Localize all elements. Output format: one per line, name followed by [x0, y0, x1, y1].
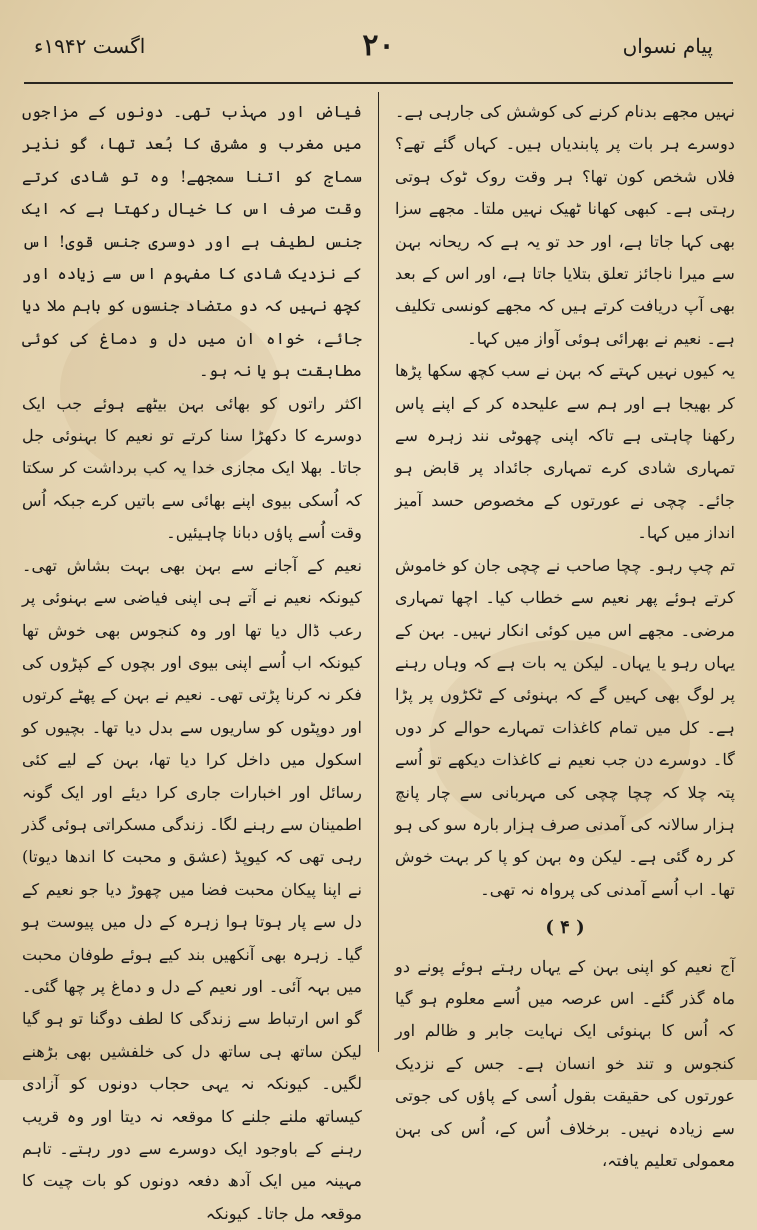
page-number: ۲۰ [362, 28, 395, 63]
paragraph: اکثر راتوں کو بھائی بہن بیٹھے ہوئے جب ایک دوسرے کا دکھڑا سنا کرتے تو نعیم کا بہنوئی جل جاتا۔ بھلا ایک مجازی خدا یہ کب برداشت کر سکتا کہ اُسکی بیوی اپنے بھائی سے باتیں کرے جبکہ اُس وقت اُسے پاؤں دبانا چاہیئیں۔ [22, 393, 362, 543]
paragraph: فیاض اور مہذب تھی۔ دونوں کے مزاجوں میں مغرب و مشرق کا بُعد تھا، گو نذیر سماج کو اتنا سمجھے! وہ تو شادی کرتے وقت صرف اس کا خیال رکھتا ہے کہ ایک جنس لطیف ہے اور دوسری جنس قوی! اس کے نزدیک شادی کا مفہوم اس سے زیادہ اور کچھ نہیں کہ دو متضاد جنسوں کو باہم ملا دیا جائے، خواہ ان میں دل و دماغ کی کوئی مطابقت ہو یا نہ ہو۔ [22, 102, 362, 381]
left-column [22, 96, 362, 1223]
paragraph: نعیم کے آجانے سے بہن بھی بہت بشاش تھی۔ کیونکہ نعیم نے آتے ہی اپنی فیاضی سے بہنوئی پر رعب ڈال دیا تھا اور وہ کنجوس بھی خوش تھا کیونکہ اب اُسے اپنی بیوی اور بچوں کے کپڑوں کی فکر نہ کرنا پڑتی تھی۔ نعیم نے بہن کے پھٹے کرتوں اور دوپٹوں کو ساریوں سے بدل دیا تھا۔ بچیوں کو اسکول میں داخل کرا دیا تھا، بہن کے لیے کئی رسائل اور اخبارات جاری کرا دیئے اور ایک گونہ اطمینان سے رہنے لگا۔ زندگی مسکراتی ہوئی گذر رہی تھی کہ کیوپڈ (عشق و محبت کا اندھا دیوتا) نے اپنا پیکان محبت فضا میں چھوڑ دیا جو نعیم کے دل سے پار ہوتا ہوا زہرہ کے دل میں پیوست ہو گیا۔ زہرہ بھی آنکھیں بند کیے ہوئے طوفان محبت میں بہہ آئی۔ اور نعیم کے دل و دماغ پر چھا گئی۔ گو اس ارتباط سے زندگی کا لطف دوگنا تو ہو گیا لیکن ساتھ ہی ساتھ دل کی خلفشیں بھی بڑھنے لگیں۔ کیونکہ نہ یہی حجاب دونوں کو آزادی کیساتھ ملنے جلنے کا موقعہ نہ دیتا اور وہ قریب رہنے کے باوجود ایک دوسرے سے دور رہتے۔ تاہم مہینہ میں ایک آدھ دفعہ دونوں کو بات چیت کا موقعہ مل جاتا۔ کیونکہ [22, 555, 362, 1223]
paragraph: آج نعیم کو اپنی بہن کے یہاں رہتے ہوئے پونے دو ماہ گذر گئے۔ اس عرصہ میں اُسے معلوم ہو گیا کہ اُس کا بہنوئی ایک نہایت جابر و ظالم اور کنجوس و تند خو انسان ہے۔ جس کے نزدیک عورتوں کی حقیقت بقول اُسی کے پاؤں کی جوتی سے زیادہ نہیں۔ برخلاف اُس کے، اُس کی بہن معمولی تعلیم یافتہ، [395, 956, 735, 1170]
header-rule [24, 82, 733, 84]
paragraph: تم چپ رہو۔ چچا صاحب نے چچی جان کو خاموش کرتے ہوئے پھر نعیم سے خطاب کیا۔ اچھا تمہاری مرضی۔ مجھے اس میں کوئی انکار نہیں۔ بہن کے یہاں رہو یا یہاں۔ لیکن یہ بات ہے کہ وہاں رہنے پر لوگ بھی کہیں گے کہ بہنوئی کے ٹکڑوں پر پڑا ہے۔ کل میں تمام کاغذات تمہارے حوالے کر دوں گا۔ دوسرے دن جب نعیم نے کاغذات دیکھے تو اُسے پتہ چلا کہ چچا چچی کی مہربانی سے چار پانچ ہزار سالانہ کی آمدنی صرف ہزار بارہ سو کی ہو کر رہ گئی ہے۔ لیکن وہ بہن کو پا کر بہت خوش تھا۔ اب اُسے آمدنی کی پرواہ نہ تھی۔ [395, 555, 735, 899]
issue-date: اگست ۱۹۴۲ء [34, 34, 146, 58]
right-column [395, 96, 735, 1170]
section-number: ( ۴ ) [545, 917, 585, 939]
magazine-title: پیام نسواں [622, 34, 713, 58]
page-header [24, 28, 733, 74]
paragraph: نہیں مجھے بدنام کرنے کی کوشش کی جارہی ہے۔ دوسرے ہر بات پر پابندیاں ہیں۔ کہاں گئے تھے؟ فلاں شخص کون تھا؟ ہر وقت روک ٹوک ہوتی رہتی ہے۔ کبھی کھانا ٹھیک نہیں ملتا۔ مجھے سزا بھی کہا جاتا ہے، اور حد تو یہ ہے کہ ریحانہ بہن سے میرا ناجائز تعلق بتلایا جاتا ہے، اور اس کے بعد بھی آپ دریافت کرتے ہیں کہ مجھے کونسی تکلیف ہے۔ نعیم نے بھرائی ہوئی آواز میں کہا۔ [395, 102, 735, 348]
column-divider [378, 92, 379, 1052]
paragraph: یہ کیوں نہیں کہتے کہ بہن نے سب کچھ سکھا پڑھا کر بھیجا ہے اور ہم سے علیحدہ کر کے اپنے پاس رکھنا چاہتی ہے تاکہ اپنی چھوٹی نند زہرہ سے تمہاری شادی کرے تمہاری جائداد پر قابض ہو جائے۔ چچی نے عورتوں کے مخصوص حسد آمیز انداز میں کہا۔ [395, 361, 735, 543]
